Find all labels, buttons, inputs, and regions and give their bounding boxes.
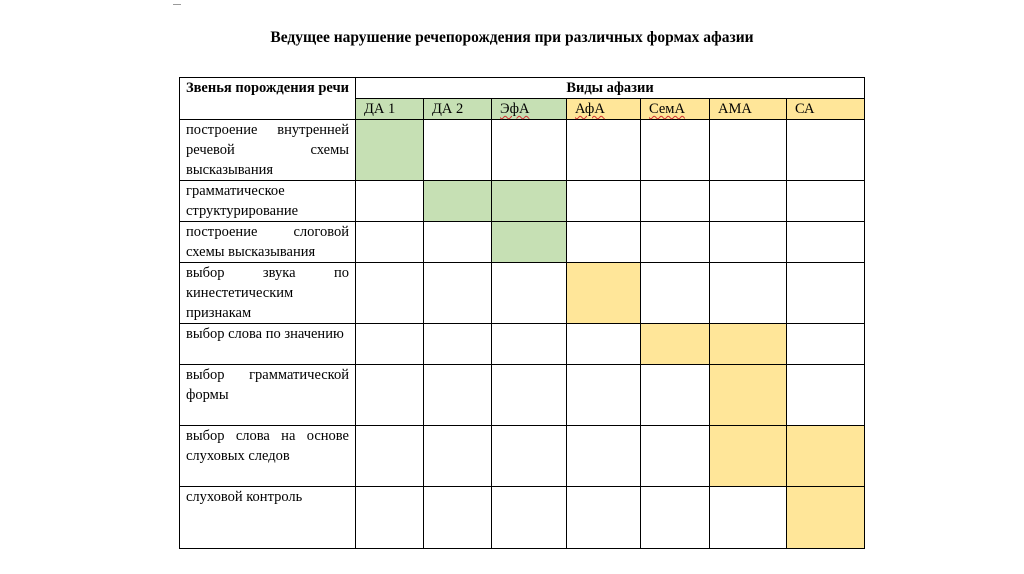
table-cell: [787, 324, 865, 365]
column-header-label: ДА 2: [432, 101, 464, 117]
table-cell: [641, 263, 710, 324]
table-cell: [492, 426, 567, 487]
table-cell: [356, 263, 424, 324]
table-cell: [492, 487, 567, 549]
table-row: [180, 181, 865, 222]
column-header-label: СемА: [649, 101, 685, 117]
table-row: [180, 222, 865, 263]
table-cell: [424, 365, 492, 426]
column-header: [356, 99, 424, 120]
slide-corner-mark: [173, 4, 181, 5]
table-cell: [787, 365, 865, 426]
table-cell: [641, 487, 710, 549]
row-label: выбор слова на основе слуховых следов: [180, 426, 356, 487]
highlighted-cell: [492, 222, 567, 263]
group-header: Виды афазии: [356, 78, 865, 99]
column-header: [567, 99, 641, 120]
corner-header: Звенья порождения речи: [180, 78, 356, 120]
column-header-label: ЭфА: [500, 101, 530, 117]
table-cell: [710, 120, 787, 181]
row-label: выбор грамматической формы: [180, 365, 356, 426]
table-cell: [424, 487, 492, 549]
row-label: выбор звука по кинестетическим признакам: [180, 263, 356, 324]
table-cell: [787, 263, 865, 324]
table-cell: [641, 426, 710, 487]
table-cell: [492, 324, 567, 365]
highlighted-cell: [710, 365, 787, 426]
table-row: [180, 487, 865, 549]
highlighted-cell: [710, 426, 787, 487]
table-cell: [567, 365, 641, 426]
column-header-label: СА: [795, 101, 815, 117]
row-label: слуховой контроль: [180, 487, 356, 549]
highlighted-cell: [356, 120, 424, 181]
highlighted-cell: [710, 324, 787, 365]
table-row: [180, 324, 865, 365]
column-header-label: АфА: [575, 101, 605, 117]
table-row: [180, 263, 865, 324]
table-cell: [492, 365, 567, 426]
table-cell: [641, 120, 710, 181]
table-cell: [424, 426, 492, 487]
column-header: [424, 99, 492, 120]
aphasia-table: [179, 77, 865, 549]
table-cell: [567, 222, 641, 263]
table-cell: [787, 181, 865, 222]
column-header-label: ДА 1: [364, 101, 396, 117]
table-cell: [567, 324, 641, 365]
table-cell: [641, 365, 710, 426]
table-cell: [641, 222, 710, 263]
column-header: [641, 99, 710, 120]
table-cell: [356, 487, 424, 549]
table-cell: [492, 120, 567, 181]
table-cell: [710, 263, 787, 324]
row-label: выбор слова по значению: [180, 324, 356, 365]
table-cell: [424, 263, 492, 324]
column-header: [710, 99, 787, 120]
table-cell: [710, 222, 787, 263]
highlighted-cell: [787, 487, 865, 549]
table-cell: [567, 120, 641, 181]
table-row: [180, 120, 865, 181]
table-cell: [424, 120, 492, 181]
page-title: Ведущее нарушение речепорождения при различных формах афазии: [270, 29, 754, 46]
table-cell: [492, 263, 567, 324]
table-cell: [567, 487, 641, 549]
table-cell: [641, 181, 710, 222]
row-label: построение слоговой схемы высказывания: [180, 222, 356, 263]
highlighted-cell: [492, 181, 567, 222]
table-cell: [710, 181, 787, 222]
table-cell: [567, 181, 641, 222]
table-cell: [787, 120, 865, 181]
column-header: [787, 99, 865, 120]
table-cell: [567, 426, 641, 487]
table-cell: [356, 222, 424, 263]
highlighted-cell: [641, 324, 710, 365]
highlighted-cell: [787, 426, 865, 487]
table-cell: [356, 426, 424, 487]
table-row: [180, 365, 865, 426]
table-row: [180, 426, 865, 487]
column-header: [492, 99, 567, 120]
highlighted-cell: [424, 181, 492, 222]
row-label: построение внутренней речевой схемы высказывания: [180, 120, 356, 181]
table-cell: [356, 324, 424, 365]
table-cell: [424, 222, 492, 263]
highlighted-cell: [567, 263, 641, 324]
table-cell: [424, 324, 492, 365]
table-cell: [356, 181, 424, 222]
table-cell: [356, 365, 424, 426]
row-label: грамматическое структурирование: [180, 181, 356, 222]
column-header-label: АМА: [718, 101, 752, 117]
table-cell: [787, 222, 865, 263]
table-cell: [710, 487, 787, 549]
